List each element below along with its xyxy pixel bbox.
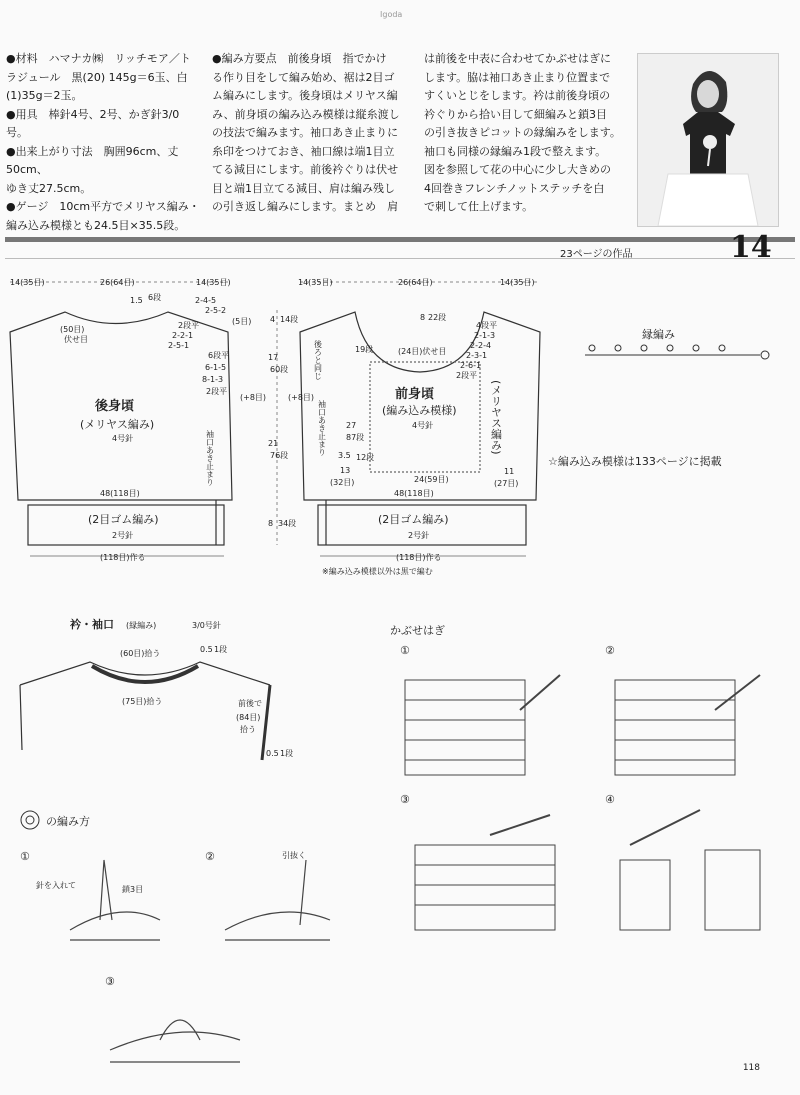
text-line: 編み込み模様とも24.5目×35.5段。 — [6, 218, 186, 232]
front-vertical-note: (メリヤス編み) — [489, 380, 503, 455]
back-neck-bind: (50目) — [60, 325, 85, 334]
text-line: ●出来上がり寸法 胸囲96cm、丈50cm、 — [6, 144, 179, 176]
back-side-dec4: 2段平 — [206, 387, 228, 396]
back-shoulder-rows2: 2-5-2 — [205, 306, 227, 315]
text-line: 号。 — [6, 126, 28, 139]
text-line: ラジュール 黒(20) 145g＝6玉、白 — [6, 70, 188, 84]
text-line: は前後を中表に合わせてかぶせはぎに — [424, 52, 611, 65]
text-line: 糸印をつけておき、袖口線は端1目立 — [212, 144, 395, 158]
collar-bottom-pick: (75目)拾う — [122, 697, 163, 706]
section-rule-thin — [5, 258, 795, 259]
howto-insert: 針を入れて — [36, 881, 76, 890]
text-line: 4回巻きフレンチノットステッチを白 — [424, 181, 605, 195]
back-title: 後身頃 — [95, 399, 135, 414]
front-side-note: 後ろと同じ — [313, 340, 323, 380]
text-line: 目と端1目立てる減目、肩は編み残し — [212, 181, 395, 195]
front-stitch: (編み込み模様) — [382, 404, 457, 417]
back-neck-6: 6段 — [148, 293, 162, 302]
collar-side-pick: 前後で — [238, 699, 262, 708]
text-line: の技法で編みます。袖口あき止まりに — [212, 126, 399, 139]
kabuse-step1: ① — [400, 644, 410, 657]
collar-hook: 3/0号針 — [192, 621, 221, 630]
h3: 21 — [268, 439, 279, 448]
back-neck-bind-label: 伏せ目 — [64, 335, 88, 344]
page-number: 118 — [742, 1063, 760, 1073]
project-number: 14 — [730, 230, 772, 265]
h1: 4 — [270, 315, 276, 324]
howto-step1: ① — [20, 850, 30, 863]
model-photo — [637, 53, 779, 227]
front-small-h: 3.5 — [338, 451, 351, 460]
h3b: 76段 — [270, 451, 289, 460]
back-neck-dec3: 2-5-1 — [168, 341, 190, 350]
back-rib-needle: 2号針 — [112, 531, 134, 540]
text-line: 袖口も同様の縁編み1段で整えます。 — [424, 144, 607, 158]
front-armhole-note: 袖口あき止まり — [317, 400, 327, 456]
back-stitch: (メリヤス編み) — [80, 418, 155, 431]
front-cast-on: (118目)作る — [396, 553, 442, 562]
front-motif-hr: 11 — [504, 467, 515, 476]
front-neck-dec3: 2-2-4 — [470, 341, 492, 350]
back-shoulder-rows: 2-4-5 — [195, 296, 217, 305]
front-motif-hrb: (27目) — [494, 479, 519, 488]
front-dim-left: 14(35目) — [298, 278, 333, 287]
front-motif-h: 27 — [346, 421, 357, 430]
front-left-w: 13 — [340, 466, 351, 475]
text-line: ●用具 棒針4号、2号、かぎ針3/0 — [6, 107, 180, 121]
front-title: 前身頃 — [395, 387, 435, 402]
howto-chain3: 鎖3目 — [122, 885, 144, 894]
text-line: すくいとじをします。衿は前後身頃の — [424, 89, 611, 102]
back-armhole-note: 袖口あき止まり — [205, 430, 215, 486]
collar-rows1b: 1段 — [214, 645, 228, 654]
text-line: 衿ぐりから拾い目して細編みと鎖3目 — [424, 107, 607, 121]
text-line: ●編み方要点 前後身頃 指でかけ — [212, 52, 387, 65]
kabuse-step3: ③ — [400, 793, 410, 806]
back-dim-center: 26(64目) — [100, 278, 135, 287]
text-line: ●材料 ハマナカ㈱ リッチモア／ト — [6, 52, 191, 65]
back-side-dec3: 8-1-3 — [202, 375, 224, 384]
h4b: 34段 — [278, 519, 297, 528]
collar-sub: (縁編み) — [126, 621, 157, 630]
kabuse-title: かぶせはぎ — [390, 624, 445, 637]
front-left-wb: (32目) — [330, 478, 355, 487]
text-line: み、前身頃の編み込み模様は縦糸渡し — [212, 107, 400, 121]
collar-diagram — [0, 610, 380, 800]
front-motif-hb: 87段 — [346, 433, 365, 442]
materials-column — [6, 50, 201, 235]
front-width: 48(118目) — [394, 489, 434, 498]
h1b: 14段 — [280, 315, 299, 324]
garment-schematics — [0, 260, 800, 590]
collar-rows1: 0.5 — [200, 645, 213, 654]
front-neck-dec1: 4段平 — [476, 321, 498, 330]
back-side-dec1: 6段平 — [208, 351, 230, 360]
collar-side-pick3: 拾う — [240, 725, 256, 734]
back-dim-left: 14(35目) — [10, 278, 45, 287]
front-neck-dec6: 2段平 — [456, 371, 478, 380]
kabuse-hagi-diagram — [380, 620, 780, 940]
front-motif-w: 24(59目) — [414, 475, 449, 484]
front-neck-side: 19段 — [355, 345, 374, 354]
front-small-hb: 12段 — [356, 453, 375, 462]
back-rib: (2目ゴム編み) — [88, 513, 159, 526]
front-neck-depth: 8 — [420, 313, 426, 322]
text-line: します。脇は袖口あき止まり位置まで — [424, 70, 611, 84]
section-rule — [5, 237, 795, 242]
front-neck-dec2: 2-1-3 — [474, 331, 496, 340]
back-cast-on: (118目)作る — [100, 553, 146, 562]
back-plus8: (+8目) — [240, 393, 267, 402]
collar-rows2b: 1段 — [280, 749, 294, 758]
back-side-dec2: 6-1-5 — [205, 363, 227, 372]
edging-title: 縁編み — [642, 328, 675, 341]
edging-note: ☆編み込み模様は133ページに掲載 — [548, 455, 722, 468]
front-neck-dec4: 2-3-1 — [466, 351, 488, 360]
back-dim-right: 14(35目) — [196, 278, 231, 287]
back-shoulder-5: (5目) — [232, 317, 252, 326]
finishing-column — [424, 50, 629, 217]
picot-icon — [21, 811, 39, 829]
howto-step3: ③ — [105, 975, 115, 988]
back-neck-dec2: 2-2-1 — [172, 331, 194, 340]
text-line: ゆき丈27.5cm。 — [6, 181, 92, 195]
collar-title: 衿・袖口 — [70, 618, 114, 631]
text-line: てる減目にします。前後衿ぐりは伏せ — [212, 163, 399, 176]
howto-pull: 引抜く — [282, 851, 306, 860]
header-tag: Igoda — [380, 10, 403, 19]
text-line: で刺して仕上げます。 — [424, 200, 534, 213]
kabuse-step2: ② — [605, 644, 615, 657]
instructions-column — [212, 50, 417, 217]
text-line: の引き抜きピコットの縁編みをします。 — [424, 126, 621, 139]
h2: 17 — [268, 353, 279, 362]
front-neck-bind: (24目)伏せ目 — [398, 347, 447, 356]
front-neck-rows: 22段 — [428, 313, 447, 322]
edging-chart — [585, 345, 769, 359]
front-rib-needle: 2号針 — [408, 531, 430, 540]
front-needle: 4号針 — [412, 421, 434, 430]
page-reference: 23ページの作品 — [560, 249, 633, 260]
collar-side-pick2: (84目) — [236, 713, 261, 722]
front-dim-right: 14(35目) — [500, 278, 535, 287]
text-line: る作り目をして編み始め、裾は2目ゴ — [212, 70, 395, 84]
kabuse-step4: ④ — [605, 793, 615, 806]
back-neck-depth: 1.5 — [130, 296, 143, 305]
back-neck-dec1: 2段平 — [178, 321, 200, 330]
collar-rows2: 0.5 — [266, 749, 279, 758]
text-line: 図を参照して花の中心に少し大きめの — [424, 163, 611, 176]
front-dim-center: 26(64目) — [398, 278, 433, 287]
front-note: ※編み込み模様以外は黒で編む — [322, 567, 433, 576]
text-line: ●ゲージ 10cm平方でメリヤス編み・ — [6, 200, 200, 213]
front-rib: (2目ゴム編み) — [378, 513, 449, 526]
picot-howto — [0, 800, 380, 1070]
text-line: (1)35g＝2玉。 — [6, 89, 83, 102]
collar-top-pick: (60目)拾う — [120, 649, 161, 658]
h2b: 60段 — [270, 365, 289, 374]
text-line: の引き返し編みにします。まとめ 肩 — [212, 200, 399, 213]
front-plus8: (+8目) — [288, 393, 315, 402]
howto-title: の編み方 — [46, 815, 90, 828]
front-neck-dec5: 2-6-1 — [460, 361, 482, 370]
back-needle: 4号針 — [112, 434, 134, 443]
h4: 8 — [268, 519, 274, 528]
back-width: 48(118目) — [100, 489, 140, 498]
text-line: ム編みにします。後身頃はメリヤス編 — [212, 89, 398, 102]
howto-step2: ② — [205, 850, 215, 863]
